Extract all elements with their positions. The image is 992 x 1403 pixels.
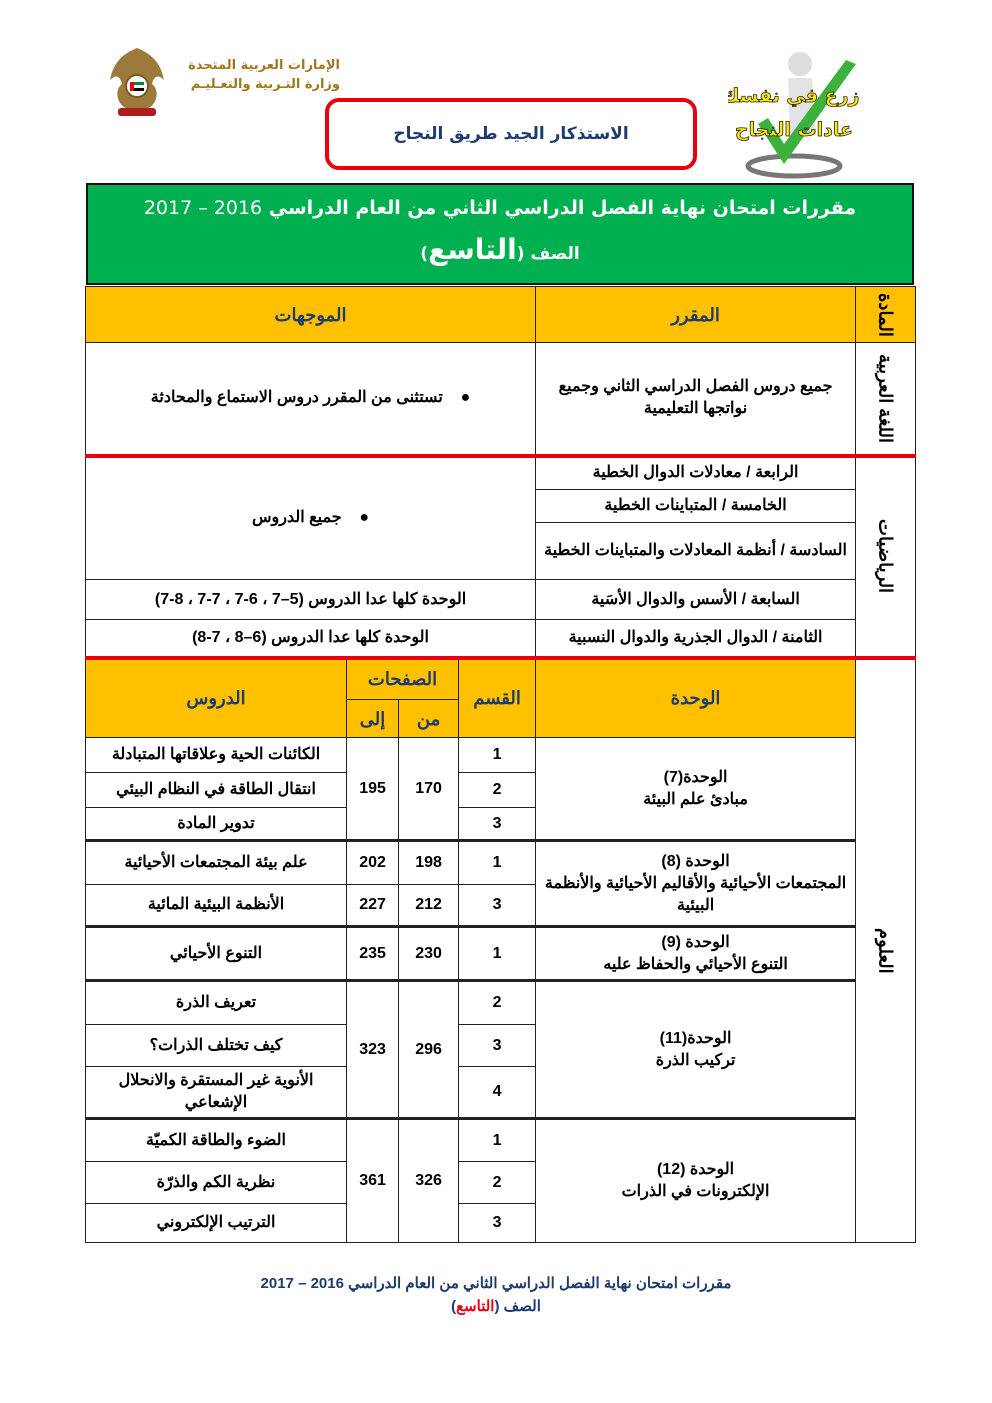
unit-cell — [536, 927, 856, 981]
header-from: من — [399, 700, 459, 738]
section-cell: 4 — [459, 1067, 536, 1119]
subject-science: العلوم — [856, 658, 916, 1243]
footer-line1: مقررات امتحان نهاية الفصل الدراسي الثاني من العام الدراسي 2016 – 2017 — [260, 1275, 732, 1292]
from-page: 326 — [399, 1119, 459, 1243]
table-row — [86, 580, 916, 620]
unit-title: الإلكترونات في الذرات — [621, 1183, 770, 1200]
header-lessons: الدروس — [86, 658, 347, 738]
section-cell: 3 — [459, 1025, 536, 1067]
course-cell: السابعة / الأسس والدوال الأسَية — [536, 580, 856, 620]
section-cell: 1 — [459, 841, 536, 885]
unit-cell — [536, 841, 856, 927]
table-row — [86, 343, 916, 456]
banner-year: 2016 – 2017 — [143, 197, 263, 219]
from-page: 198 — [399, 841, 459, 885]
slogan-box — [325, 98, 697, 170]
section-cell: 1 — [459, 1119, 536, 1162]
unit-title: مبادئ علم البيئة — [643, 790, 748, 808]
uae-emblem-icon — [106, 44, 168, 118]
header-unit: الوحدة — [536, 658, 856, 738]
ministry-line1: الإمارات العربية المتحدة — [188, 58, 340, 73]
to-page: 235 — [347, 927, 399, 981]
unit-cell — [536, 738, 856, 841]
lesson-cell: انتقال الطاقة في النظام البيئي — [86, 773, 347, 808]
to-page: 195 — [347, 738, 399, 841]
table-row — [86, 456, 916, 490]
unit-cell — [536, 1119, 856, 1243]
table-row — [86, 841, 916, 885]
footer-grade-prefix: الصف — [503, 1298, 541, 1315]
header-notes: الموجهات — [86, 287, 536, 343]
lesson-cell: الكائنات الحية وعلاقاتها المتبادلة — [86, 738, 347, 773]
unit-title: تركيب الذرة — [655, 1051, 736, 1069]
notes-text: تستثنى من المقرر دروس الاستماع والمحادثة — [150, 389, 443, 407]
from-page: 230 — [399, 927, 459, 981]
section-cell: 2 — [459, 981, 536, 1025]
grade-prefix: الصف — [530, 244, 580, 264]
notes-cell: الوحدة كلها عدا الدروس (6–8 ، 7-8) — [86, 620, 536, 658]
section-cell: 3 — [459, 1204, 536, 1243]
unit-cell — [536, 981, 856, 1119]
subject-arabic: اللغة العربية — [856, 343, 916, 456]
section-cell: 2 — [459, 773, 536, 808]
unit-name: الوحدة (8) — [661, 852, 730, 870]
subject-math: الرياضيات — [856, 456, 916, 658]
table-row — [86, 927, 916, 981]
section-cell: 1 — [459, 738, 536, 773]
slogan-text: الاستذكار الجيد طريق النجاح — [393, 124, 629, 144]
table-row — [86, 1119, 916, 1162]
from-page: 170 — [399, 738, 459, 841]
header-pages: الصفحات — [347, 658, 459, 700]
footer-grade: التاسع — [456, 1298, 495, 1315]
unit-name: الوحدة (9) — [661, 933, 730, 951]
to-page: 323 — [347, 981, 399, 1119]
unit-title: التنوع الأحيائي والحفاظ عليه — [603, 955, 788, 973]
lesson-cell: الأنوية غير المستقرة والانحلال الإشعاعي — [86, 1067, 347, 1119]
lesson-cell: تدوير المادة — [86, 808, 347, 841]
lesson-cell: كيف تختلف الذرات؟ — [86, 1025, 347, 1067]
header-to: إلى — [347, 700, 399, 738]
from-page: 212 — [399, 885, 459, 927]
header-section: القسم — [459, 658, 536, 738]
unit-title: المجتمعات الأحيائية والأقاليم الأحيائية والأنظمة البيئية — [544, 874, 847, 914]
banner-title: مقررات امتحان نهاية الفصل الدراسي الثاني من العام الدراسي — [268, 197, 857, 219]
notes-cell: ● جميع الدروس — [86, 456, 536, 580]
course-cell: الخامسة / المتباينات الخطية — [536, 490, 856, 523]
to-page: 361 — [347, 1119, 399, 1243]
course-cell: جميع دروس الفصل الدراسي الثاني وجميع نواتجها التعليمية — [536, 343, 856, 456]
unit-name: الوحدة(7) — [663, 768, 728, 786]
lesson-cell: التنوع الأحيائي — [86, 927, 347, 981]
header-course: المقرر — [536, 287, 856, 343]
lesson-cell: علم بيئة المجتمعات الأحيائية — [86, 841, 347, 885]
badge-line2: عادات النجاح — [734, 119, 854, 141]
course-cell: الثامنة / الدوال الجذرية والدوال النسبية — [536, 620, 856, 658]
from-page: 296 — [399, 981, 459, 1119]
section-cell: 3 — [459, 808, 536, 841]
to-page: 227 — [347, 885, 399, 927]
course-cell: الرابعة / معادلات الدوال الخطية — [536, 456, 856, 490]
section-cell: 3 — [459, 885, 536, 927]
unit-name: الوحدة(11) — [659, 1029, 732, 1047]
success-habits-badge — [728, 44, 860, 180]
notes-text: جميع الدروس — [251, 509, 342, 527]
grade-name: التاسع — [428, 233, 517, 266]
checkmark-figure-icon — [728, 44, 860, 180]
notes-cell: ● تستثنى من المقرر دروس الاستماع والمحادثة — [86, 343, 536, 456]
lesson-cell: الضوء والطاقة الكميّة — [86, 1119, 347, 1162]
unit-name: الوحدة (12) — [656, 1161, 735, 1178]
badge-line1: إزرع في نفسك — [728, 85, 860, 107]
to-page: 202 — [347, 841, 399, 885]
notes-cell: الوحدة كلها عدا الدروس (5–7 ، 6-7 ، 7-7 ، 8-7) — [86, 580, 536, 620]
header-subject: المادة — [856, 287, 916, 343]
section-cell: 2 — [459, 1162, 536, 1204]
table-row — [86, 981, 916, 1025]
title-banner: مقررات امتحان نهاية الفصل الدراسي الثاني من العام الدراسي 2016 – 2017 الصف (التاسع) — [86, 183, 914, 285]
lesson-cell: الأنظمة البيئية المائية — [86, 885, 347, 927]
lesson-cell: الترتيب الإلكتروني — [86, 1204, 347, 1243]
ministry-name — [178, 56, 340, 94]
footer: مقررات امتحان نهاية الفصل الدراسي الثاني من العام الدراسي 2016 – 2017 الصف (التاسع) — [0, 1272, 992, 1318]
section-cell: 1 — [459, 927, 536, 981]
course-cell: السادسة / أنظمة المعادلات والمتباينات الخطية — [536, 523, 856, 580]
ministry-line2: وزارة التـربية والتعـليـم — [190, 77, 340, 92]
table-row — [86, 620, 916, 658]
table-row — [86, 738, 916, 773]
lesson-cell: نظرية الكم والذرّة — [86, 1162, 347, 1204]
lesson-cell: تعريف الذرة — [86, 981, 347, 1025]
courses-table — [85, 286, 916, 1243]
